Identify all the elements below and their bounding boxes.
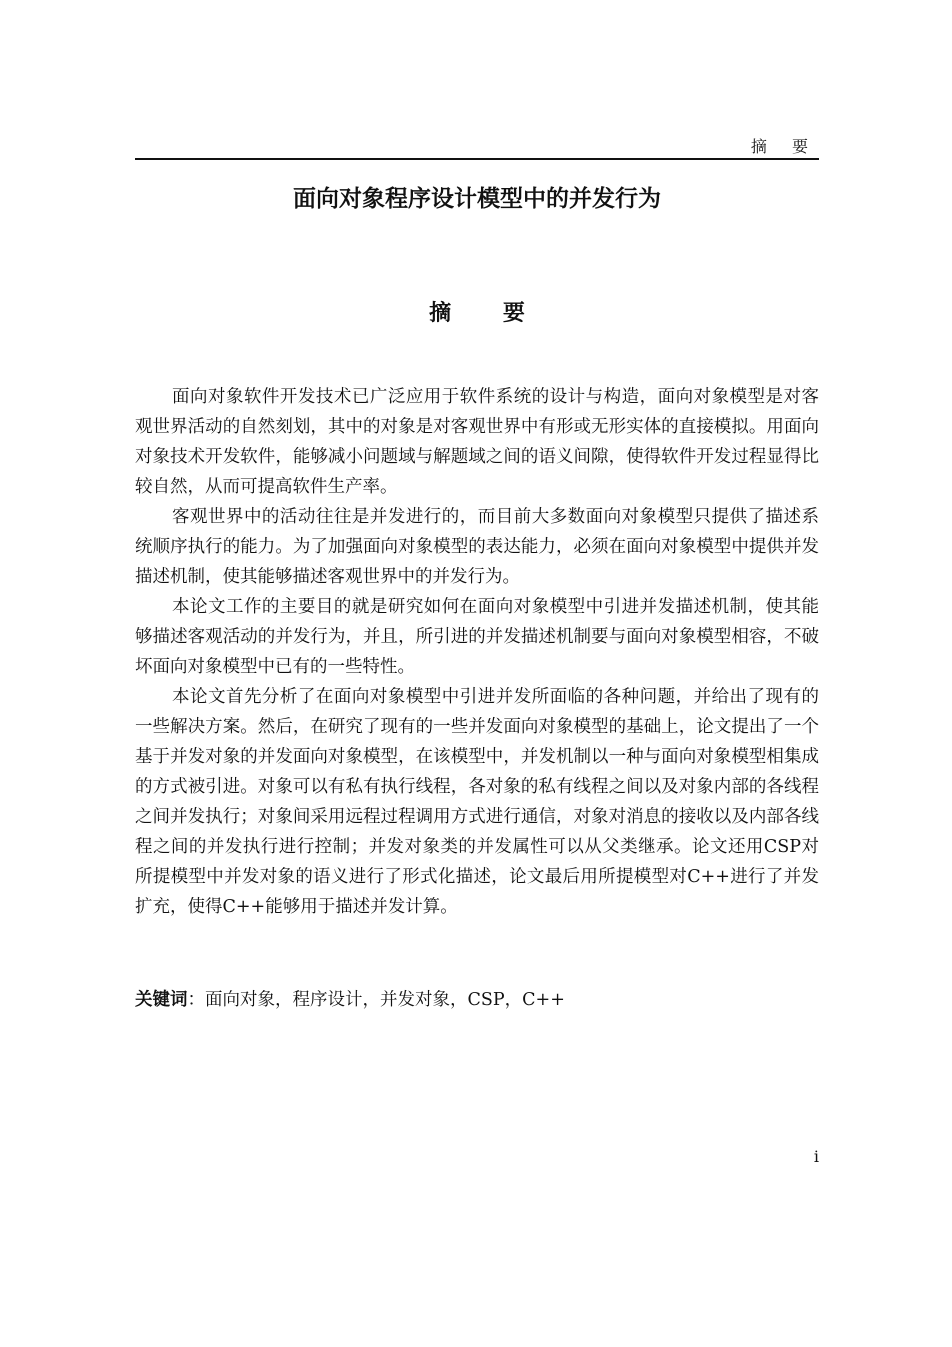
keywords-label: 关键词 bbox=[135, 990, 188, 1010]
abstract-paragraph-2: 客观世界中的活动往往是并发进行的，而目前大多数面向对象模型只提供了描述系统顺序执行的能力。为了加强面向对象模型的表达能力，必须在面向对象模型中提供并发描述机制，使其能够描述客观世界中的并发行为。 bbox=[135, 507, 819, 587]
abstract-heading: 摘 要 bbox=[429, 301, 547, 326]
abstract-paragraph-3: 本论文工作的主要目的就是研究如何在面向对象模型中引进并发描述机制，使其能够描述客观活动的并发行为，并且，所引进的并发描述机制要与面向对象模型相容，不破坏面向对象模型中已有的一些特性。 bbox=[135, 597, 819, 677]
abstract-paragraph-1: 面向对象软件开发技术已广泛应用于软件系统的设计与构造，面向对象模型是对客观世界活动的自然刻划，其中的对象是对客观世界中有形或无形实体的直接模拟。用面向对象技术开发软件，能够减小问题域与解题域之间的语义间隙，使得软件开发过程显得比较自然，从而可提高软件生产率。 bbox=[135, 387, 819, 497]
paper-title: 面向对象程序设计模型中的并发行为 bbox=[293, 186, 661, 212]
keywords-separator: ： bbox=[187, 990, 205, 1010]
page-number: i bbox=[813, 1147, 819, 1166]
running-header: 摘 要 bbox=[750, 137, 818, 156]
header-rule bbox=[135, 158, 819, 160]
abstract-body bbox=[135, 382, 819, 922]
keywords-line bbox=[135, 985, 819, 1015]
abstract-paragraph-4: 本论文首先分析了在面向对象模型中引进并发所面临的各种问题，并给出了现有的一些解决方案。然后，在研究了现有的一些并发面向对象模型的基础上，论文提出了一个基于并发对象的并发面向对象模型，在该模型中，并发机制以一种与面向对象模型相集成的方式被引进。对象可以有私有执行线程，各对象的私有线程之间以及对象内部的各线程之间并发执行；对象间采用远程过程调用方式进行通信，对象对消息的接收以及内部各线程之间的并发执行进行控制；并发对象类的并发属性可以从父类继承。论文还用CSP对所提模型中并发对象的语义进行了形式化描述，论文最后用所提模型对C++进行了并发扩充，使得C++能够用于描述并发计算。 bbox=[135, 687, 819, 917]
keywords-text: 面向对象，程序设计，并发对象，CSP，C++ bbox=[205, 990, 565, 1010]
